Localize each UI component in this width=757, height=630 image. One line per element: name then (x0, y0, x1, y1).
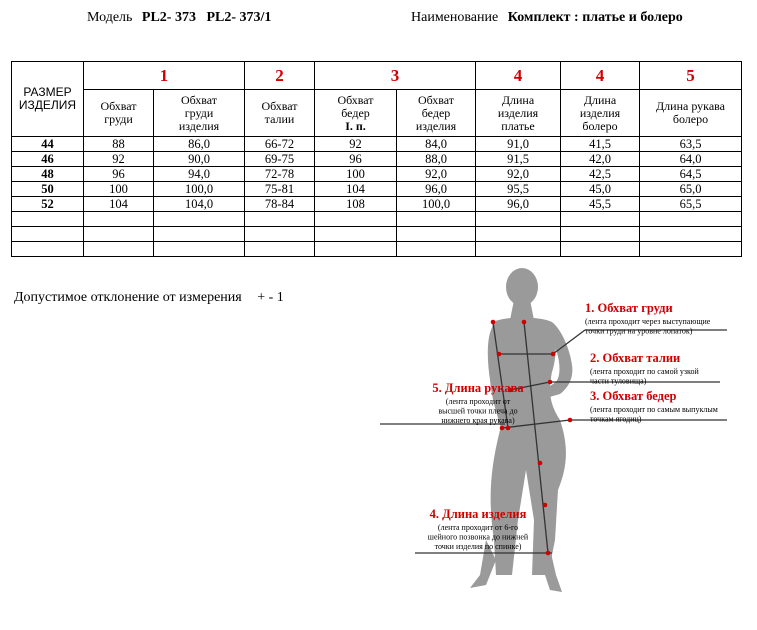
table-cell: 69-75 (245, 152, 315, 167)
model-label: Модель (87, 10, 133, 25)
table-cell: 104 (315, 182, 397, 197)
label-bust-title: 1. Обхват груди (585, 301, 673, 315)
table-cell: 94,0 (154, 167, 245, 182)
table-cell: 42,5 (561, 167, 640, 182)
label-sleeve-desc: (лента проходит от (445, 397, 511, 406)
group-number: 2 (245, 62, 315, 90)
table-cell: 96 (315, 152, 397, 167)
table-cell: 100,0 (154, 182, 245, 197)
column-header: Длина изделия платье (476, 90, 561, 137)
model-values: PL2- 373 PL2- 373/1 (141, 10, 272, 25)
table-cell: 91,0 (476, 137, 561, 152)
label-waist-desc: части туловища) (590, 376, 647, 386)
column-header: Длина изделия болеро (561, 90, 640, 137)
table-cell: 96,0 (397, 182, 476, 197)
column-header: Обхват бедер изделия (397, 90, 476, 137)
table-cell: 96,0 (476, 197, 561, 212)
table-cell: 66-72 (245, 137, 315, 152)
label-bust-desc: точки груди на уровне лопаток) (585, 326, 693, 336)
table-cell: 65,5 (640, 197, 742, 212)
table-cell: 41,5 (561, 137, 640, 152)
table-cell: 86,0 (154, 137, 245, 152)
measure-point (546, 551, 551, 556)
table-cell: 104 (84, 197, 154, 212)
table-cell: 92,0 (476, 167, 561, 182)
tolerance-value: + - 1 (257, 290, 284, 305)
label-hip-desc: точкам ягодиц) (590, 414, 642, 424)
measure-point (491, 320, 496, 325)
measure-point (548, 380, 553, 385)
table-cell: 84,0 (397, 137, 476, 152)
table-cell: 63,5 (640, 137, 742, 152)
group-number: 3 (315, 62, 476, 90)
table-cell: 75-81 (245, 182, 315, 197)
group-number: 4 (476, 62, 561, 90)
measure-point (551, 352, 556, 357)
tolerance-label: Допустимое отклонение от измерения (14, 290, 242, 305)
name-label: Наименование (411, 10, 499, 25)
column-header: Обхват груди изделия (154, 90, 245, 137)
label-length-desc: точки изделия по спинке) (434, 542, 522, 551)
size-cell: 52 (12, 197, 84, 212)
column-header: Обхват талии (245, 90, 315, 137)
measure-point (500, 426, 505, 431)
size-cell: 46 (12, 152, 84, 167)
column-header: Обхват груди (84, 90, 154, 137)
measure-point (568, 418, 573, 423)
size-cell: 50 (12, 182, 84, 197)
size-cell: 44 (12, 137, 84, 152)
table-cell: 64,5 (640, 167, 742, 182)
table-cell: 45,0 (561, 182, 640, 197)
group-number: 4 (561, 62, 640, 90)
table-cell: 92 (315, 137, 397, 152)
table-cell: 42,0 (561, 152, 640, 167)
table-cell: 88 (84, 137, 154, 152)
measure-point (543, 503, 548, 508)
measure-point (506, 426, 511, 431)
table-cell: 108 (315, 197, 397, 212)
label-hip-desc: (лента проходит по самым выпуклым (590, 405, 718, 414)
table-cell: 65,0 (640, 182, 742, 197)
label-waist-desc: (лента проходит по самой узкой (590, 367, 699, 376)
table-cell: 96 (84, 167, 154, 182)
table-cell: 78-84 (245, 197, 315, 212)
label-hip-title: 3. Обхват бедер (590, 389, 677, 403)
table-cell: 90,0 (154, 152, 245, 167)
label-sleeve-desc: нижнего края рукава) (441, 416, 515, 425)
table-cell: 100,0 (397, 197, 476, 212)
table-cell: 91,5 (476, 152, 561, 167)
column-header: Обхват бедер I. п. (315, 90, 397, 137)
measure-point (522, 320, 527, 325)
table-cell: 64,0 (640, 152, 742, 167)
table-cell: 95,5 (476, 182, 561, 197)
table-cell: 92,0 (397, 167, 476, 182)
table-cell: 45,5 (561, 197, 640, 212)
label-sleeve-desc: высшей точки плеча до (438, 406, 518, 416)
table-cell: 88,0 (397, 152, 476, 167)
table-cell: 92 (84, 152, 154, 167)
label-waist-title: 2. Обхват талии (590, 351, 681, 365)
label-length-desc: шейного позвонка до нижней (427, 532, 529, 542)
table-cell: 100 (84, 182, 154, 197)
label-sleeve-title: 5. Длина рукава (432, 381, 524, 395)
size-column-header: РАЗМЕР ИЗДЕЛИЯ (12, 62, 84, 137)
label-length-desc: (лента проходит от 6-го (437, 523, 519, 532)
label-bust-desc: (лента проходит через выступающие (585, 317, 711, 326)
group-number: 5 (640, 62, 742, 90)
measure-point (497, 352, 502, 357)
label-length-title: 4. Длина изделия (429, 507, 527, 521)
group-number: 1 (84, 62, 245, 90)
column-header: Длина рукава болеро (640, 90, 742, 137)
measure-point (538, 461, 543, 466)
table-cell: 104,0 (154, 197, 245, 212)
table-cell: 72-78 (245, 167, 315, 182)
name-value: Комплект : платье и болеро (507, 10, 683, 25)
table-cell: 100 (315, 167, 397, 182)
size-cell: 48 (12, 167, 84, 182)
